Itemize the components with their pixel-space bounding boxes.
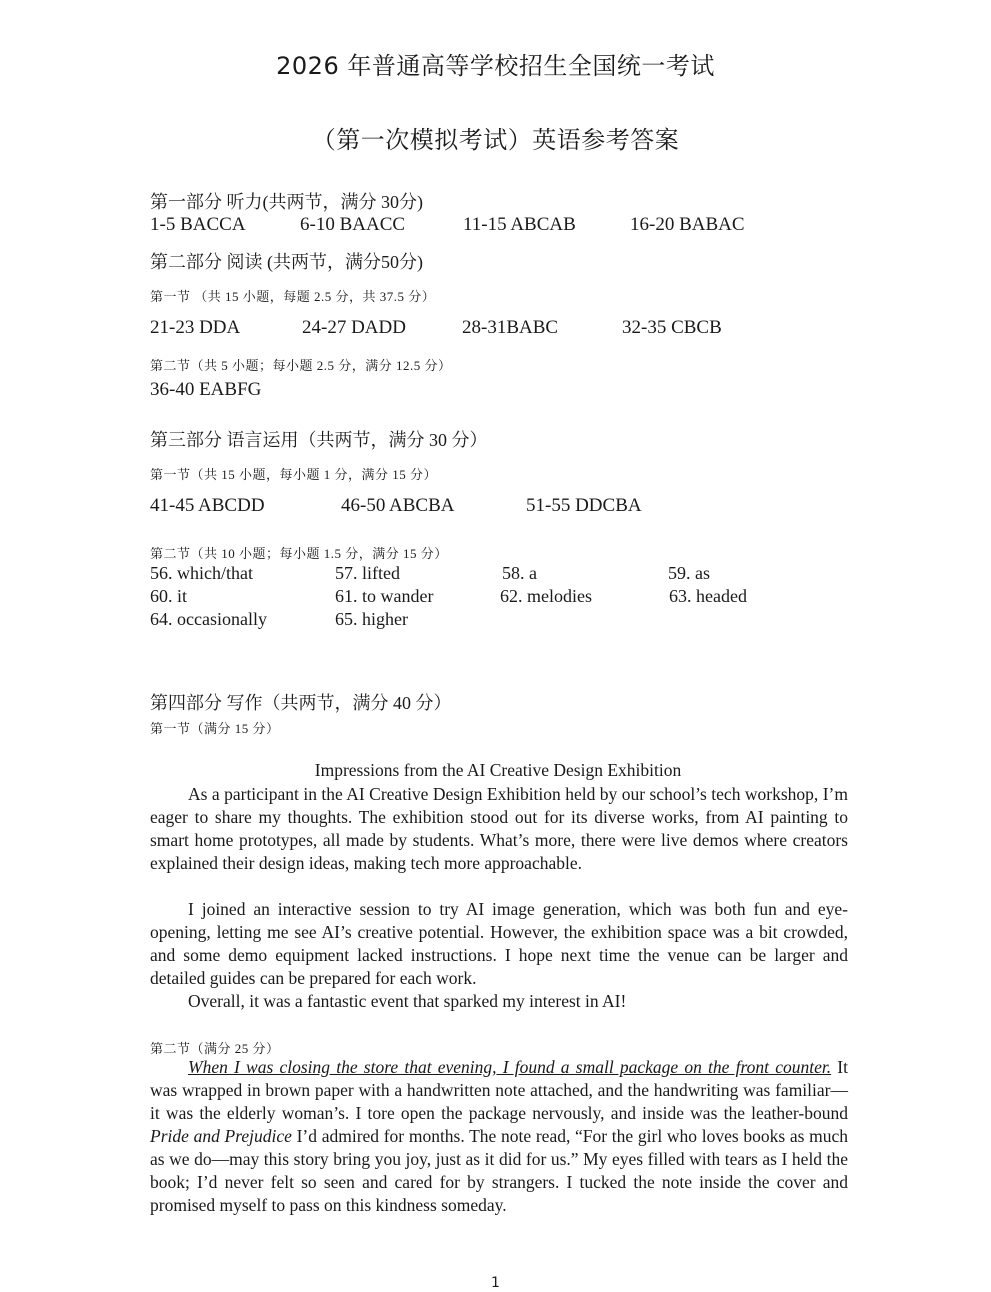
part3-section1-note: 第一节（共 15 小题，每小题 1 分，满分 15 分） <box>150 467 438 482</box>
fill-answer: 57. lifted <box>335 563 400 583</box>
continuation-text: I’d admired for months. The note read, “For the girl who loves books as much as we do—may this story bring you joy, just as it did for us.” My eyes filled with tears as I held the book; I’d never felt so seen and cared for by strangers. I tucked the note inside the cover and promised myself to pass on this kindness someday. <box>150 1126 848 1215</box>
answer-group: 28-31BABC <box>462 317 559 338</box>
exam-subtitle: （第一次模拟考试）英语参考答案 <box>311 126 680 154</box>
page-number: 1 <box>491 1275 500 1291</box>
essay-paragraph: As a participant in the AI Creative Design Exhibition held by our school’s tech workshop, I’m eager to share my thoughts. The exhibition stood out for its diverse works, from AI painting to smart home prototypes, all made by students. What’s more, there were live demos where creators explained their design ideas, making tech more approachable. <box>150 784 848 873</box>
answer-group: 16-20 BABAC <box>630 214 745 235</box>
answer-group: 46-50 ABCBA <box>341 495 455 516</box>
answer-group: 32-35 CBCB <box>622 317 722 338</box>
exam-title: 2026 年普通高等学校招生全国统一考试 <box>276 52 715 80</box>
part1-heading: 第一部分 听力(共两节，满分 30分) <box>150 192 423 212</box>
answer-group: 1-5 BACCA <box>150 214 246 235</box>
book-title: Pride and Prejudice <box>150 1126 292 1146</box>
continuation-opening-sentence: When I was closing the store that evening, I found a small package on the front counter. <box>188 1057 832 1077</box>
essay-paragraph: Overall, it was a fantastic event that sparked my interest in AI! <box>188 991 627 1011</box>
answer-group: 24-27 DADD <box>302 317 406 338</box>
continuation-text: It was wrapped in brown paper with a handwritten note attached, and the handwriting was familiar—it was the elderly woman’s. I tore open the package nervously, and inside was the leather-bound <box>150 1057 848 1123</box>
fill-answer: 62. melodies <box>500 586 592 606</box>
part4-section1-note: 第一节（满分 15 分） <box>150 721 280 736</box>
fill-answer: 63. headed <box>669 586 747 606</box>
fill-answer: 56. which/that <box>150 563 253 583</box>
part2-section2-note: 第二节（共 5 小题；每小题 2.5 分，满分 12.5 分） <box>150 358 452 373</box>
part2-section1-note: 第一节 （共 15 小题，每题 2.5 分，共 37.5 分） <box>150 289 436 304</box>
answer-group: 11-15 ABCAB <box>463 214 576 235</box>
part3-section2-note: 第二节（共 10 小题；每小题 1.5 分，满分 15 分） <box>150 546 448 561</box>
answer-group: 6-10 BAACC <box>300 214 406 235</box>
answer-group: 41-45 ABCDD <box>150 495 265 516</box>
part3-heading: 第三部分 语言运用（共两节，满分 30 分） <box>150 430 488 450</box>
part2-heading: 第二部分 阅读 (共两节，满分50分) <box>150 252 423 272</box>
essay-paragraph: I joined an interactive session to try AI image generation, which was both fun and eye-opening, letting me see AI’s creative potential. However, the exhibition space was a bit crowded, and some demo equipment lacked instructions. I hope next time the venue can be larger and detailed guides can be prepared for each work. <box>150 899 848 988</box>
answer-group: 36-40 EABFG <box>150 379 262 400</box>
continuation-paragraph <box>150 1056 848 1217</box>
fill-answer: 60. it <box>150 586 188 606</box>
part4-section2-note: 第二节（满分 25 分） <box>150 1041 280 1056</box>
fill-answer: 61. to wander <box>335 586 434 606</box>
fill-answer: 58. a <box>502 563 537 583</box>
fill-answer: 65. higher <box>335 609 408 629</box>
essay-title: Impressions from the AI Creative Design Exhibition <box>314 760 682 780</box>
answer-group: 51-55 DDCBA <box>526 495 642 516</box>
part4-heading: 第四部分 写作（共两节，满分 40 分） <box>150 693 452 713</box>
fill-answer: 64. occasionally <box>150 609 267 629</box>
fill-answer: 59. as <box>668 563 710 583</box>
answer-group: 21-23 DDA <box>150 317 241 338</box>
